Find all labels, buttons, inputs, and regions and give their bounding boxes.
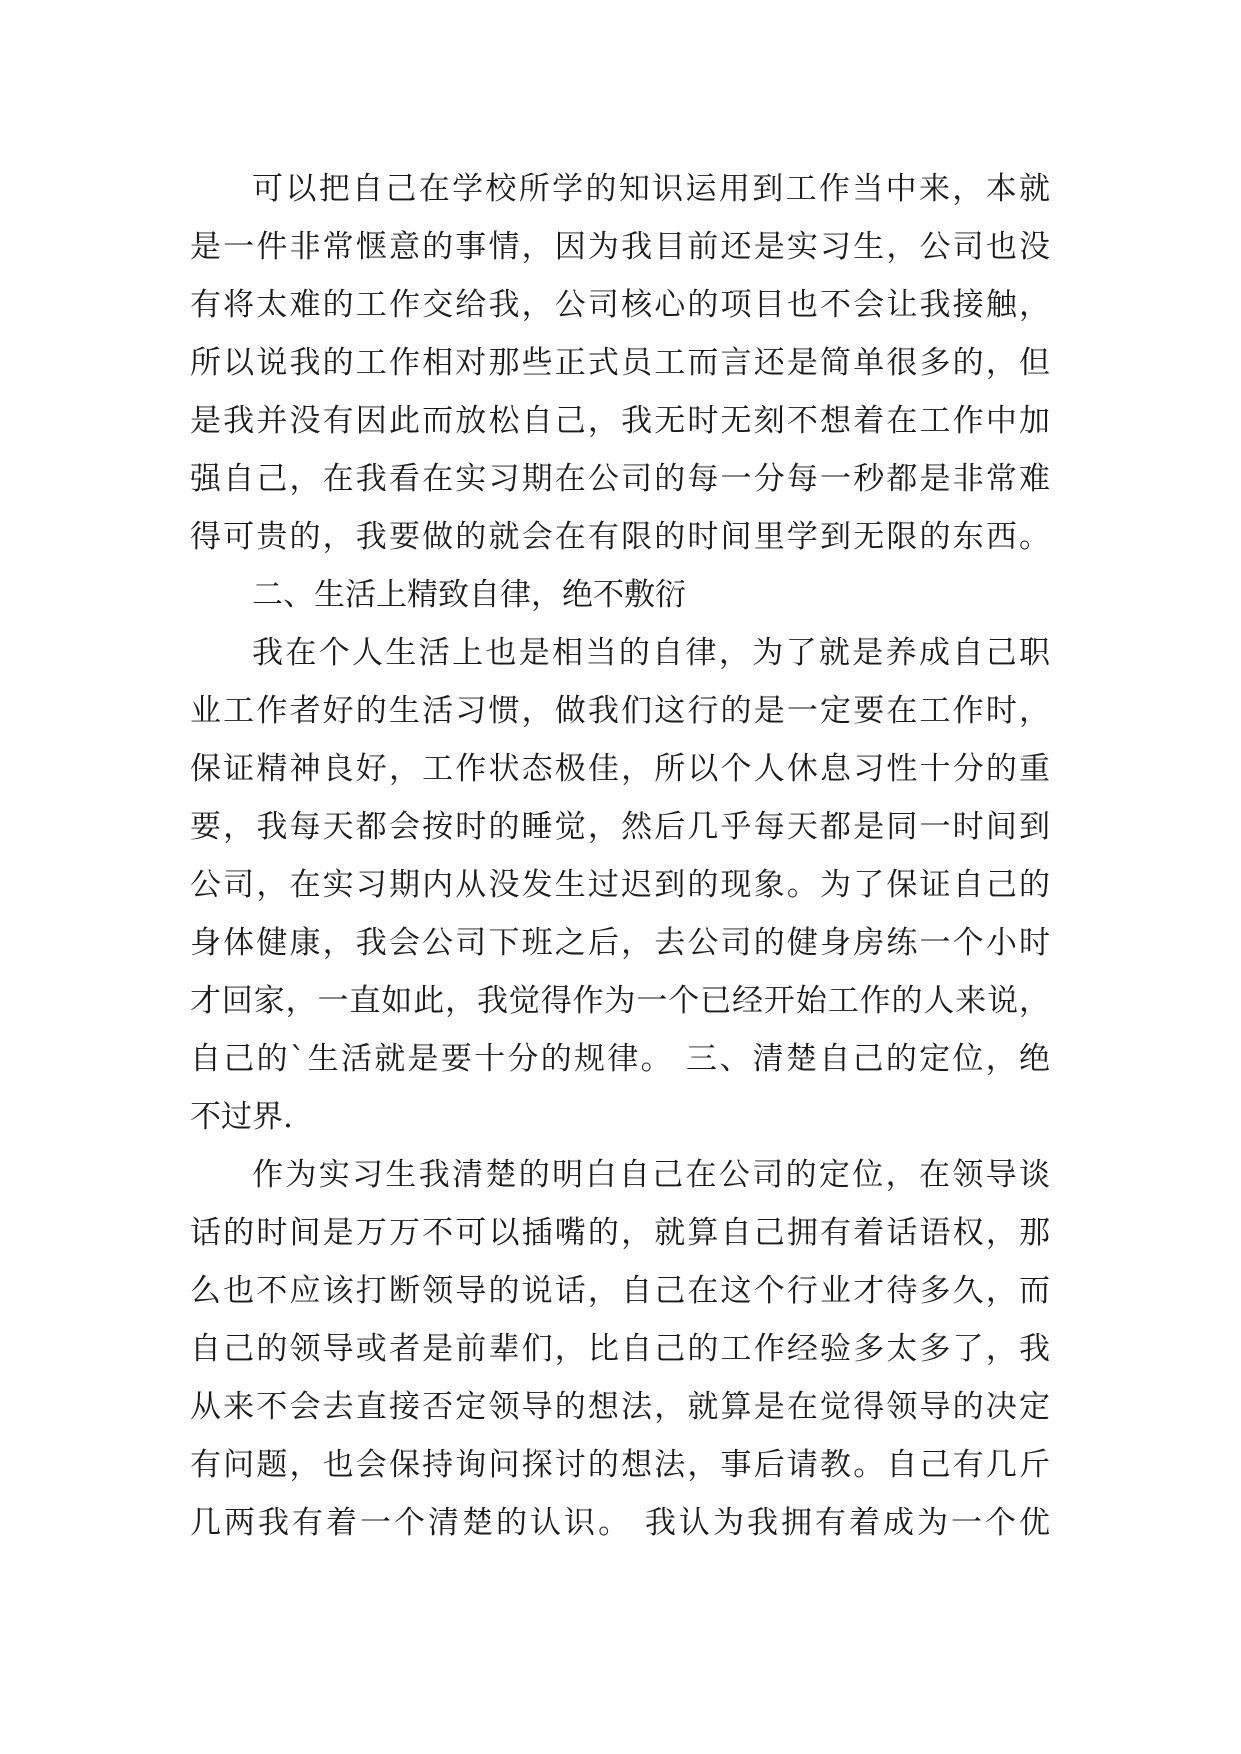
text-line: 有将太难的工作交给我，公司核心的项目也不会让我接触， xyxy=(190,287,1050,323)
text-line: 自己的`生活就是要十分的规律。 三、清楚自己的定位，绝 xyxy=(190,1041,1050,1077)
text-line: 所以说我的工作相对那些正式员工而言还是简单很多的，但 xyxy=(190,345,1050,381)
text-line: 得可贵的，我要做的就会在有限的时间里学到无限的东西。 xyxy=(190,519,1050,555)
text-line: 才回家，一直如此，我觉得作为一个已经开始工作的人来说， xyxy=(190,983,1050,1019)
text-line: 身体健康，我会公司下班之后，去公司的健身房练一个小时 xyxy=(190,925,1050,961)
text-line: 自己的领导或者是前辈们，比自己的工作经验多太多了，我 xyxy=(190,1331,1050,1367)
text-line: 业工作者好的生活习惯，做我们这行的是一定要在工作时， xyxy=(190,693,1050,729)
text-line: 保证精神良好，工作状态极佳，所以个人休息习性十分的重 xyxy=(190,751,1050,787)
text-line: 可以把自己在学校所学的知识运用到工作当中来，本就 xyxy=(252,171,1050,207)
text-line: 二、生活上精致自律，绝不敷衍 xyxy=(252,577,686,613)
text-line: 么也不应该打断领导的说话，自己在这个行业才待多久，而 xyxy=(190,1273,1050,1309)
text-line: 强自己，在我看在实习期在公司的每一分每一秒都是非常难 xyxy=(190,461,1050,497)
text-line: 我在个人生活上也是相当的自律，为了就是养成自己职 xyxy=(252,635,1050,671)
text-line: 有问题，也会保持询问探讨的想法，事后请教。自己有几斤 xyxy=(190,1447,1050,1483)
body-text xyxy=(190,160,1050,1552)
text-line: 几两我有着一个清楚的认识。 我认为我拥有着成为一个优 xyxy=(190,1505,1050,1541)
text-line: 从来不会去直接否定领导的想法，就算是在觉得领导的决定 xyxy=(190,1389,1050,1425)
text-line: 是我并没有因此而放松自己，我无时无刻不想着在工作中加 xyxy=(190,403,1050,439)
text-line: 不过界. xyxy=(190,1099,293,1135)
text-line: 作为实习生我清楚的明白自己在公司的定位，在领导谈 xyxy=(252,1157,1050,1193)
text-line: 要，我每天都会按时的睡觉，然后几乎每天都是同一时间到 xyxy=(190,809,1050,845)
text-line: 公司，在实习期内从没发生过迟到的现象。为了保证自己的 xyxy=(190,867,1050,903)
text-line: 话的时间是万万不可以插嘴的，就算自己拥有着话语权，那 xyxy=(190,1215,1050,1251)
text-line: 是一件非常惬意的事情，因为我目前还是实习生，公司也没 xyxy=(190,229,1050,265)
